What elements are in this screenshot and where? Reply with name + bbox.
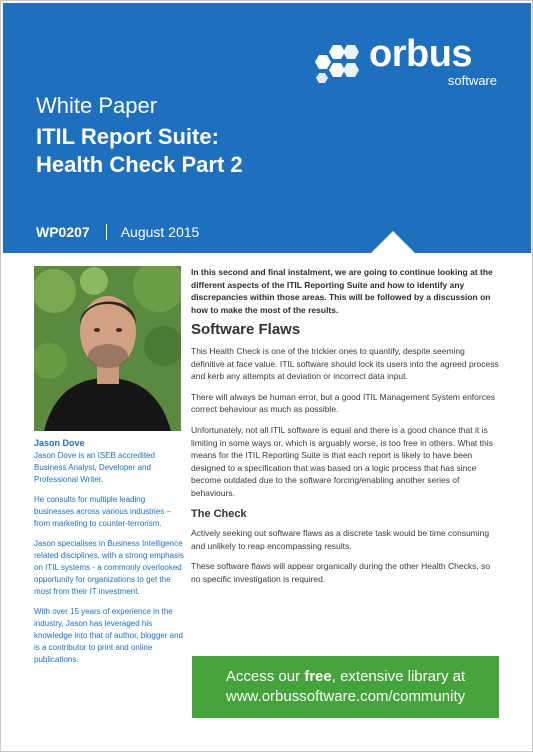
section-heading-software-flaws: Software Flaws (191, 321, 301, 339)
author-sidebar (34, 437, 184, 674)
header-banner (3, 3, 531, 253)
document-date: August 2015 (120, 224, 200, 240)
author-bio-paragraph: With over 15 years of experience in the industry, Jason has leveraged his knowledge into that of author, blogger and is a contributor to print and online publications. (34, 607, 183, 664)
title-line-2: Health Check Part 2 (36, 152, 243, 177)
main-content (191, 266, 499, 593)
body-paragraph: Actively seeking out software flaws as a discrete task would be time consuming and unlikely to reap encompassing results. (191, 528, 490, 551)
cta-line-1 (192, 667, 499, 687)
document-meta (36, 224, 199, 240)
banner-notch (369, 231, 417, 255)
orbus-logo (311, 33, 501, 89)
cta-url-link[interactable]: www.orbussoftware.com/community (225, 688, 466, 705)
cta-post-text: , extensive library at (331, 668, 466, 685)
community-library-banner[interactable] (192, 656, 499, 718)
cta-pre-text: Access our (225, 668, 305, 685)
author-name: Jason Dove (34, 438, 85, 448)
document-type-label: White Paper (36, 93, 158, 118)
author-bio-paragraph: Jason specialises in Business Intelligence related disciplines, with a strong emphasis on ITIL systems - a commonly overlooked opportunity for organizations to get the most from their IT investment. (34, 539, 184, 596)
logo-wordmark: orbus (369, 33, 473, 75)
intro-paragraph: In this second and final instalment, we are going to continue looking at the different aspects of the ITIL Reporting Suite and how to identify any discrepancies within those areas. This will be followed by a discussion on how to make the most of the results. (191, 267, 493, 315)
logo-subtitle: software (447, 73, 497, 88)
document-code: WP0207 (36, 224, 90, 240)
section-heading-the-check: The Check (191, 507, 247, 520)
body-paragraph: This Health Check is one of the trickier ones to quantify, despite seeming definitive at face value. ITIL software should lock its users into the agreed process and kerb any attempts at deviation or incorrect data input. (191, 345, 499, 382)
body-paragraph: There will always be human error, but a good ITIL Management System enforces correct behaviour as much as possible. (191, 391, 495, 415)
author-bio-paragraph: He consults for multiple leading businesses across various industries – from marketing to counter-terrorism. (34, 495, 171, 528)
meta-divider (106, 224, 107, 240)
title-line-1: ITIL Report Suite: (36, 124, 219, 149)
hexagon-cluster-logo-icon (311, 43, 371, 87)
document-title (36, 123, 366, 179)
cta-bold-text: free (304, 668, 332, 685)
author-portrait-icon (34, 266, 181, 431)
author-bio-paragraph: Jason Dove is an ISEB accredited Business Analyst, Developer and Professional Writer. (34, 451, 155, 484)
body-paragraph: Unfortunately, not all ITIL software is equal and there is a good chance that it is limiting in some ways or, which is arguably worse, is too free in others. What this means for the ITIL Reporting Suite is that each report is likely to have been designed to a specification that was based on a logic process that has since become outdated due to the software forcing/enabling another series of behaviours. (191, 424, 493, 498)
body-paragraph: These software flaws will appear organically during the other Health Checks, so no specific investigation is required. (191, 561, 491, 584)
author-photo (34, 266, 181, 431)
